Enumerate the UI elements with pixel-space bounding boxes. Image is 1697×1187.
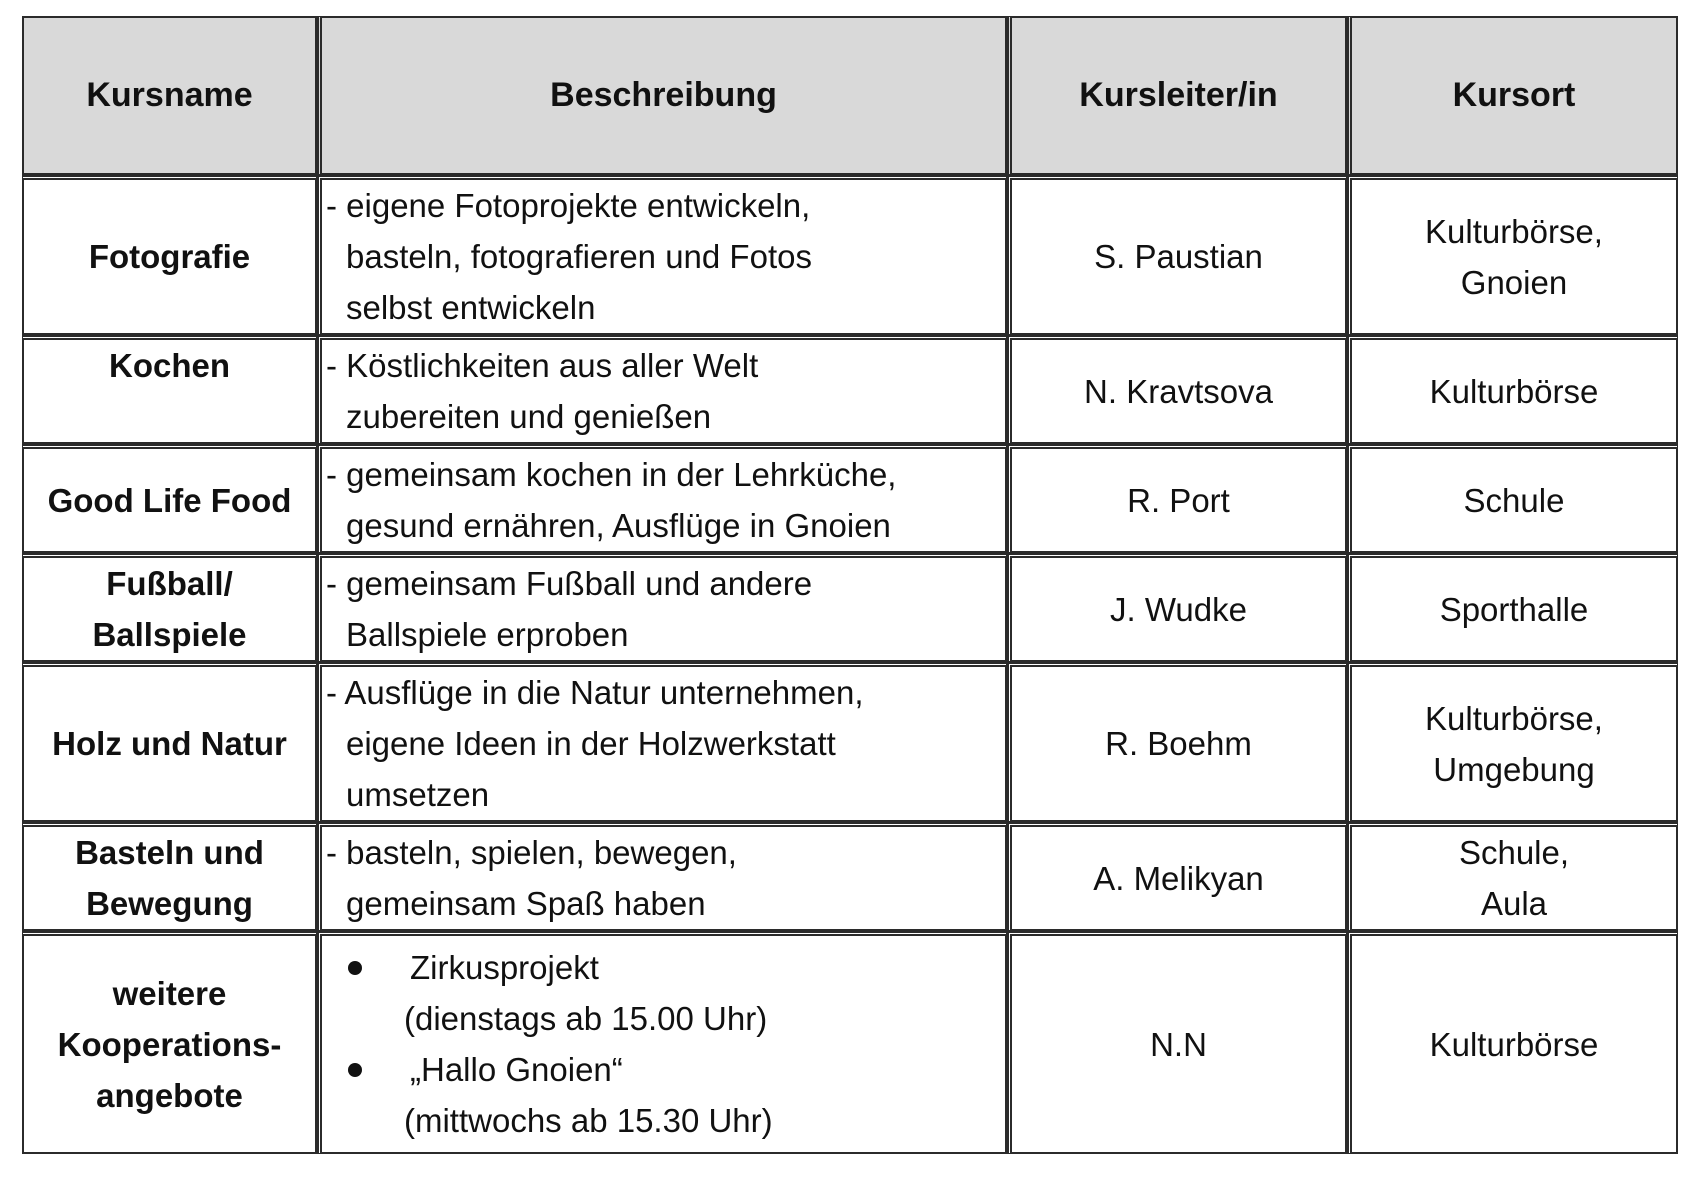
course-name: Ballspiele [92,616,247,653]
description-line: - Köstlichkeiten aus aller Welt [326,347,759,384]
course-name-cell [22,444,317,553]
list-item-detail: (dienstags ab 15.00 Uhr) [404,1000,768,1037]
course-location: Gnoien [1460,263,1568,301]
list-item [342,1044,997,1146]
description-line: umsetzen [346,776,490,813]
description-line: gesund ernähren, Ausflüge in Gnoien [346,507,891,544]
table-row [22,931,1678,1154]
list-item-title: Zirkusprojekt [410,949,599,986]
course-leader-cell: N.N [1007,931,1347,1154]
course-location: Umgebung [1433,750,1595,788]
course-location: Sporthalle [1439,590,1589,628]
course-name: weitere [112,974,227,1012]
course-leader-cell: J. Wudke [1007,553,1347,662]
description-cell [317,822,1007,931]
list-item-title: „Hallo Gnoien“ [410,1051,623,1088]
course-leader-cell: R. Port [1007,444,1347,553]
course-location-cell [1347,335,1678,444]
course-location-cell [1347,822,1678,931]
description-line: Ballspiele erproben [346,616,629,653]
course-location: Kulturbörse [1429,1025,1599,1063]
course-location: Kulturbörse, [1425,212,1603,250]
description-cell [317,335,1007,444]
table-row [22,822,1678,931]
course-location-cell [1347,444,1678,553]
course-name: Kochen [108,347,230,384]
course-leader-cell: R. Boehm [1007,662,1347,822]
course-name: Good Life Food [47,481,292,519]
course-name: Bewegung [86,885,253,922]
list-item-detail: (mittwochs ab 15.30 Uhr) [404,1102,773,1139]
bullet-icon [348,961,362,975]
course-name: Fußball/ [106,565,233,602]
course-location-cell [1347,931,1678,1154]
table-row [22,335,1678,444]
course-name: angebote [96,1076,243,1114]
header-kursname: Kursname [22,16,317,175]
course-name: Kooperations- [57,1025,282,1063]
description-line: - eigene Fotoprojekte entwickeln, [326,187,811,224]
course-name-cell [22,822,317,931]
header-kursleiter: Kursleiter/in [1007,16,1347,175]
cooperation-list [326,936,997,1152]
description-cell [317,662,1007,822]
description-line: - gemeinsam kochen in der Lehrküche, [326,456,897,493]
course-name-cell [22,553,317,662]
course-table [22,16,1678,1154]
description-line: - gemeinsam Fußball und andere [326,565,813,602]
course-location: Kulturbörse, [1425,699,1603,737]
description-line: selbst entwickeln [346,289,596,326]
course-name-cell [22,931,317,1154]
course-leader-cell: N. Kravtsova [1007,335,1347,444]
table-row [22,553,1678,662]
course-location: Kulturbörse [1429,372,1599,410]
description-line: basteln, fotografieren und Fotos [346,238,812,275]
course-leader-cell: A. Melikyan [1007,822,1347,931]
header-row [22,16,1678,175]
bullet-icon [348,1063,362,1077]
description-line: - Ausflüge in die Natur unternehmen, [326,674,864,711]
course-location-cell [1347,662,1678,822]
course-location: Schule [1463,481,1565,519]
description-line: gemeinsam Spaß haben [346,885,706,922]
header-beschreibung: Beschreibung [317,16,1007,175]
table-row [22,175,1678,335]
description-line: eigene Ideen in der Holzwerkstatt [346,725,836,762]
list-item [342,942,997,1044]
description-line: - basteln, spielen, bewegen, [326,834,737,871]
course-name-cell [22,335,317,444]
course-location-cell [1347,175,1678,335]
table-row [22,662,1678,822]
description-cell [317,175,1007,335]
course-name: Fotografie [88,238,251,275]
course-name-cell [22,662,317,822]
course-name: Holz und Natur [52,725,287,762]
description-cell [317,444,1007,553]
course-name: Basteln und [75,834,264,871]
course-location: Schule, [1458,834,1570,871]
table-row [22,444,1678,553]
description-line: zubereiten und genießen [346,398,712,435]
description-cell [317,553,1007,662]
header-kursort: Kursort [1347,16,1678,175]
description-cell [317,931,1007,1154]
course-name-cell [22,175,317,335]
course-location: Aula [1480,885,1548,922]
course-location-cell [1347,553,1678,662]
course-leader-cell: S. Paustian [1007,175,1347,335]
